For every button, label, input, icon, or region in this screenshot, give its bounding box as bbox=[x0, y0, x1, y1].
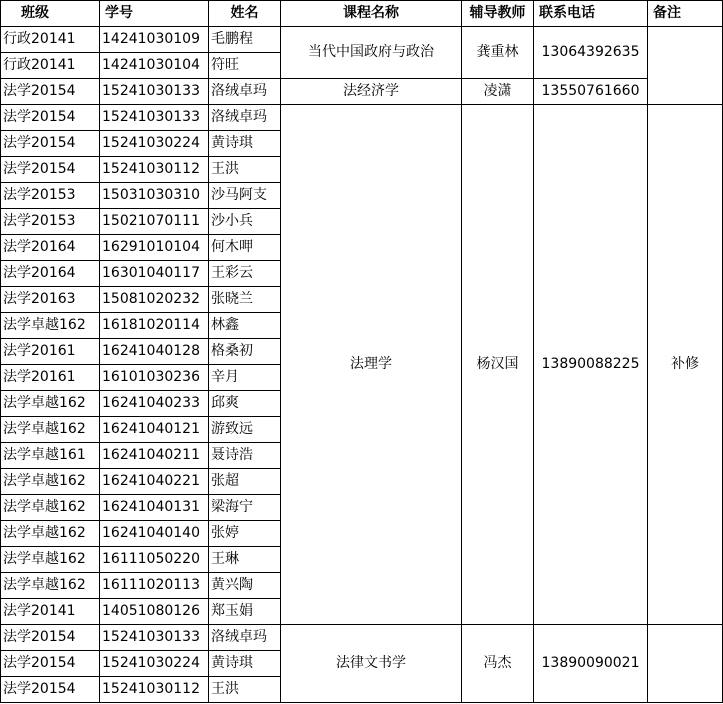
cell-name: 辛月 bbox=[209, 365, 281, 391]
cell-class: 法学20163 bbox=[1, 287, 100, 313]
cell-class: 法学20141 bbox=[1, 599, 100, 625]
cell-phone: 13890090021 bbox=[534, 625, 648, 703]
cell-student-id: 16241040121 bbox=[100, 417, 209, 443]
cell-student-id: 16241040140 bbox=[100, 521, 209, 547]
cell-student-id: 15031030310 bbox=[100, 183, 209, 209]
cell-name: 何木呷 bbox=[209, 235, 281, 261]
cell-student-id: 14241030109 bbox=[100, 27, 209, 53]
cell-class: 法学20154 bbox=[1, 131, 100, 157]
cell-class: 法学20161 bbox=[1, 339, 100, 365]
cell-name: 沙小兵 bbox=[209, 209, 281, 235]
cell-student-id: 16111020113 bbox=[100, 573, 209, 599]
cell-student-id: 15081020232 bbox=[100, 287, 209, 313]
cell-class: 法学20164 bbox=[1, 261, 100, 287]
cell-name: 郑玉娟 bbox=[209, 599, 281, 625]
cell-class: 法学20153 bbox=[1, 183, 100, 209]
cell-name: 黄兴陶 bbox=[209, 573, 281, 599]
cell-student-id: 15241030133 bbox=[100, 79, 209, 105]
cell-name: 黄诗琪 bbox=[209, 131, 281, 157]
header-class: 班级 bbox=[1, 1, 100, 27]
table-row bbox=[1, 105, 723, 131]
cell-name: 林鑫 bbox=[209, 313, 281, 339]
cell-class: 行政20141 bbox=[1, 53, 100, 79]
cell-phone: 13550761660 bbox=[534, 79, 648, 105]
cell-student-id: 15021070111 bbox=[100, 209, 209, 235]
header-row bbox=[1, 1, 723, 27]
header-phone: 联系电话 bbox=[534, 1, 648, 27]
cell-name: 张超 bbox=[209, 469, 281, 495]
cell-course: 法经济学 bbox=[281, 79, 462, 105]
cell-class: 法学卓越162 bbox=[1, 495, 100, 521]
cell-note: 补修 bbox=[648, 105, 723, 625]
cell-student-id: 16181020114 bbox=[100, 313, 209, 339]
cell-note-empty bbox=[648, 27, 723, 105]
cell-class: 法学卓越162 bbox=[1, 573, 100, 599]
cell-student-id: 15241030112 bbox=[100, 677, 209, 703]
cell-class: 法学20154 bbox=[1, 105, 100, 131]
cell-student-id: 16241040221 bbox=[100, 469, 209, 495]
cell-name: 王洪 bbox=[209, 157, 281, 183]
cell-class: 法学20154 bbox=[1, 625, 100, 651]
cell-phone: 13890088225 bbox=[534, 105, 648, 625]
header-note: 备注 bbox=[648, 1, 723, 27]
cell-class: 法学卓越162 bbox=[1, 547, 100, 573]
table-row bbox=[1, 625, 723, 651]
cell-student-id: 15241030133 bbox=[100, 625, 209, 651]
cell-name: 洛绒卓玛 bbox=[209, 79, 281, 105]
header-teacher: 辅导教师 bbox=[462, 1, 534, 27]
cell-class: 行政20141 bbox=[1, 27, 100, 53]
cell-student-id: 16291010104 bbox=[100, 235, 209, 261]
cell-student-id: 16241040131 bbox=[100, 495, 209, 521]
cell-name: 邱爽 bbox=[209, 391, 281, 417]
cell-name: 洛绒卓玛 bbox=[209, 625, 281, 651]
cell-name: 王洪 bbox=[209, 677, 281, 703]
cell-class: 法学20164 bbox=[1, 235, 100, 261]
cell-student-id: 15241030112 bbox=[100, 157, 209, 183]
cell-student-id: 14051080126 bbox=[100, 599, 209, 625]
cell-name: 王彩云 bbox=[209, 261, 281, 287]
cell-teacher: 冯杰 bbox=[462, 625, 534, 703]
cell-name: 黄诗琪 bbox=[209, 651, 281, 677]
cell-student-id: 16101030236 bbox=[100, 365, 209, 391]
cell-note-empty bbox=[648, 625, 723, 703]
cell-name: 毛鹏程 bbox=[209, 27, 281, 53]
cell-teacher: 龚重林 bbox=[462, 27, 534, 79]
cell-name: 梁海宁 bbox=[209, 495, 281, 521]
cell-name: 格桑初 bbox=[209, 339, 281, 365]
cell-class: 法学卓越162 bbox=[1, 469, 100, 495]
cell-class: 法学20153 bbox=[1, 209, 100, 235]
cell-student-id: 16241040211 bbox=[100, 443, 209, 469]
cell-name: 张晓兰 bbox=[209, 287, 281, 313]
cell-course: 法理学 bbox=[281, 105, 462, 625]
header-course: 课程名称 bbox=[281, 1, 462, 27]
cell-teacher: 杨汉国 bbox=[462, 105, 534, 625]
cell-student-id: 16111050220 bbox=[100, 547, 209, 573]
cell-teacher: 凌潇 bbox=[462, 79, 534, 105]
cell-name: 王琳 bbox=[209, 547, 281, 573]
cell-class: 法学20154 bbox=[1, 651, 100, 677]
cell-name: 符旺 bbox=[209, 53, 281, 79]
cell-name: 沙马阿支 bbox=[209, 183, 281, 209]
cell-class: 法学卓越162 bbox=[1, 521, 100, 547]
cell-class: 法学卓越162 bbox=[1, 417, 100, 443]
cell-class: 法学20154 bbox=[1, 157, 100, 183]
cell-student-id: 15241030224 bbox=[100, 131, 209, 157]
header-name: 姓名 bbox=[209, 1, 281, 27]
cell-class: 法学20154 bbox=[1, 677, 100, 703]
cell-student-id: 15241030224 bbox=[100, 651, 209, 677]
cell-student-id: 16241040233 bbox=[100, 391, 209, 417]
table-row bbox=[1, 27, 723, 53]
cell-student-id: 14241030104 bbox=[100, 53, 209, 79]
cell-student-id: 16241040128 bbox=[100, 339, 209, 365]
cell-class: 法学卓越162 bbox=[1, 313, 100, 339]
cell-class: 法学卓越161 bbox=[1, 443, 100, 469]
cell-course: 法律文书学 bbox=[281, 625, 462, 703]
cell-class: 法学卓越162 bbox=[1, 391, 100, 417]
cell-name: 洛绒卓玛 bbox=[209, 105, 281, 131]
header-student-id: 学号 bbox=[100, 1, 209, 27]
cell-name: 游致远 bbox=[209, 417, 281, 443]
cell-class: 法学20161 bbox=[1, 365, 100, 391]
cell-phone: 13064392635 bbox=[534, 27, 648, 79]
table-row bbox=[1, 79, 723, 105]
cell-course: 当代中国政府与政治 bbox=[281, 27, 462, 79]
cell-name: 张婷 bbox=[209, 521, 281, 547]
cell-student-id: 16301040117 bbox=[100, 261, 209, 287]
cell-class: 法学20154 bbox=[1, 79, 100, 105]
cell-name: 聂诗浩 bbox=[209, 443, 281, 469]
cell-student-id: 15241030133 bbox=[100, 105, 209, 131]
